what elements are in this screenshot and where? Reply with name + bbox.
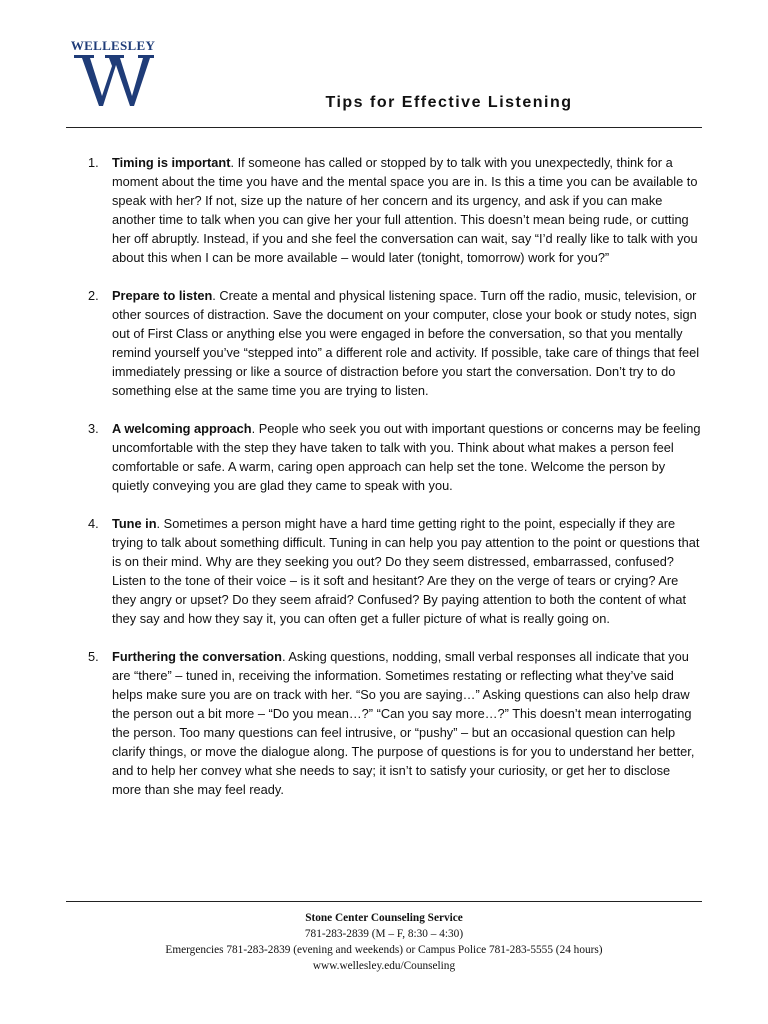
tip-body: . Sometimes a person might have a hard time getting right to the point, especially if they are trying to talk about something difficult. Tuning in can help you pay attention to the point or questions that is on their mind. Why are they seeking you out? Do they seem distressed, embarrassed, confused? Listen to the tone of their voice – is it soft and hesitant? Are they on the verge of tears or crying? Are they angry or upset? Do they seem afraid? Confused? By paying attention to both the content of what they say and how they say it, you can often get a fuller picture of what is really going on. bbox=[112, 516, 700, 626]
tip-body: . People who seek you out with important questions or concerns may be feeling uncomfortable with the step they have taken to talk with you. Think about what makes a person feel comfortable or safe. A warm, caring open approach can help set the tone. Welcome the person by quietly conveying you are glad they came to speak with you. bbox=[112, 421, 701, 493]
logo-wordmark: WELLESLEY bbox=[70, 38, 156, 53]
tips-list bbox=[88, 153, 702, 818]
list-item bbox=[88, 153, 702, 267]
tip-body: . If someone has called or stopped by to talk with you unexpectedly, think for a moment about the time you have and the mental space you are in. Is this a time you can be available to speak with her? If not, size up the nature of her concern and its urgency, and ask if you can make another time to talk when you can give her your full attention. This doesn’t mean being rude, or cutting her off abruptly. Instead, if you and she feel the conversation can wait, say “I’d really like to talk with you about this when I can be more available – would later (tonight, tomorrow) work for you?” bbox=[112, 155, 698, 265]
tip-body: . Asking questions, nodding, small verbal responses all indicate that you are “there” – tuned in, receiving the information. Sometimes restating or reflecting what they’ve said helps make sure you are on track with her. “So you are saying…” Asking questions can also help draw the person out a bit more – “Do you mean…?” “Can you say more…?” This doesn’t mean interrogating the person. Too many questions can feel intrusive, or “pushy” – but an occasional question can help clarify things, or move the dialogue along. The purpose of questions is for you to understand her better, and to help her convey what she needs to say; it isn’t to satisfy your curiosity, or get her to disclose more than she may feel ready. bbox=[112, 649, 695, 797]
footer-emergencies: Emergencies 781-283-2839 (evening and weekends) or Campus Police 781-283-5555 (24 hours) bbox=[165, 944, 603, 956]
tip-body: . Create a mental and physical listening space. Turn off the radio, music, television, or other sources of distraction. Save the document on your computer, close your book or study notes, sign out of First Class or anything else you were engaged in before the conversation, so that you mentally remind yourself you’ve “stepped into” a different role and activity. If possible, take care of things that feel immediately pressing or like a source of distraction before you start the conversation. Don’t try to do something else at the same time you are trying to listen. bbox=[112, 288, 700, 398]
list-item bbox=[88, 647, 702, 799]
footer-website: www.wellesley.edu/Counseling bbox=[312, 960, 456, 972]
tip-number: 2. bbox=[88, 288, 99, 303]
page-title: Tips for Effective Listening bbox=[325, 94, 573, 111]
tip-number: 1. bbox=[88, 155, 99, 170]
tip-number: 3. bbox=[88, 421, 99, 436]
tip-number: 4. bbox=[88, 516, 99, 531]
list-item bbox=[88, 419, 702, 495]
tip-heading: A welcoming approach bbox=[112, 421, 252, 436]
list-item bbox=[88, 286, 702, 400]
footer-divider bbox=[66, 901, 702, 902]
header-divider bbox=[66, 127, 702, 128]
tip-heading: Tune in bbox=[112, 516, 157, 531]
tip-number: 5. bbox=[88, 649, 99, 664]
footer-org: Stone Center Counseling Service bbox=[305, 912, 463, 924]
tip-heading: Prepare to listen bbox=[112, 288, 213, 303]
tip-heading: Furthering the conversation bbox=[112, 649, 282, 664]
list-item bbox=[88, 514, 702, 628]
tip-heading: Timing is important bbox=[112, 155, 231, 170]
footer bbox=[0, 910, 768, 974]
footer-phone-hours: 781-283-2839 (M – F, 8:30 – 4:30) bbox=[304, 928, 464, 940]
